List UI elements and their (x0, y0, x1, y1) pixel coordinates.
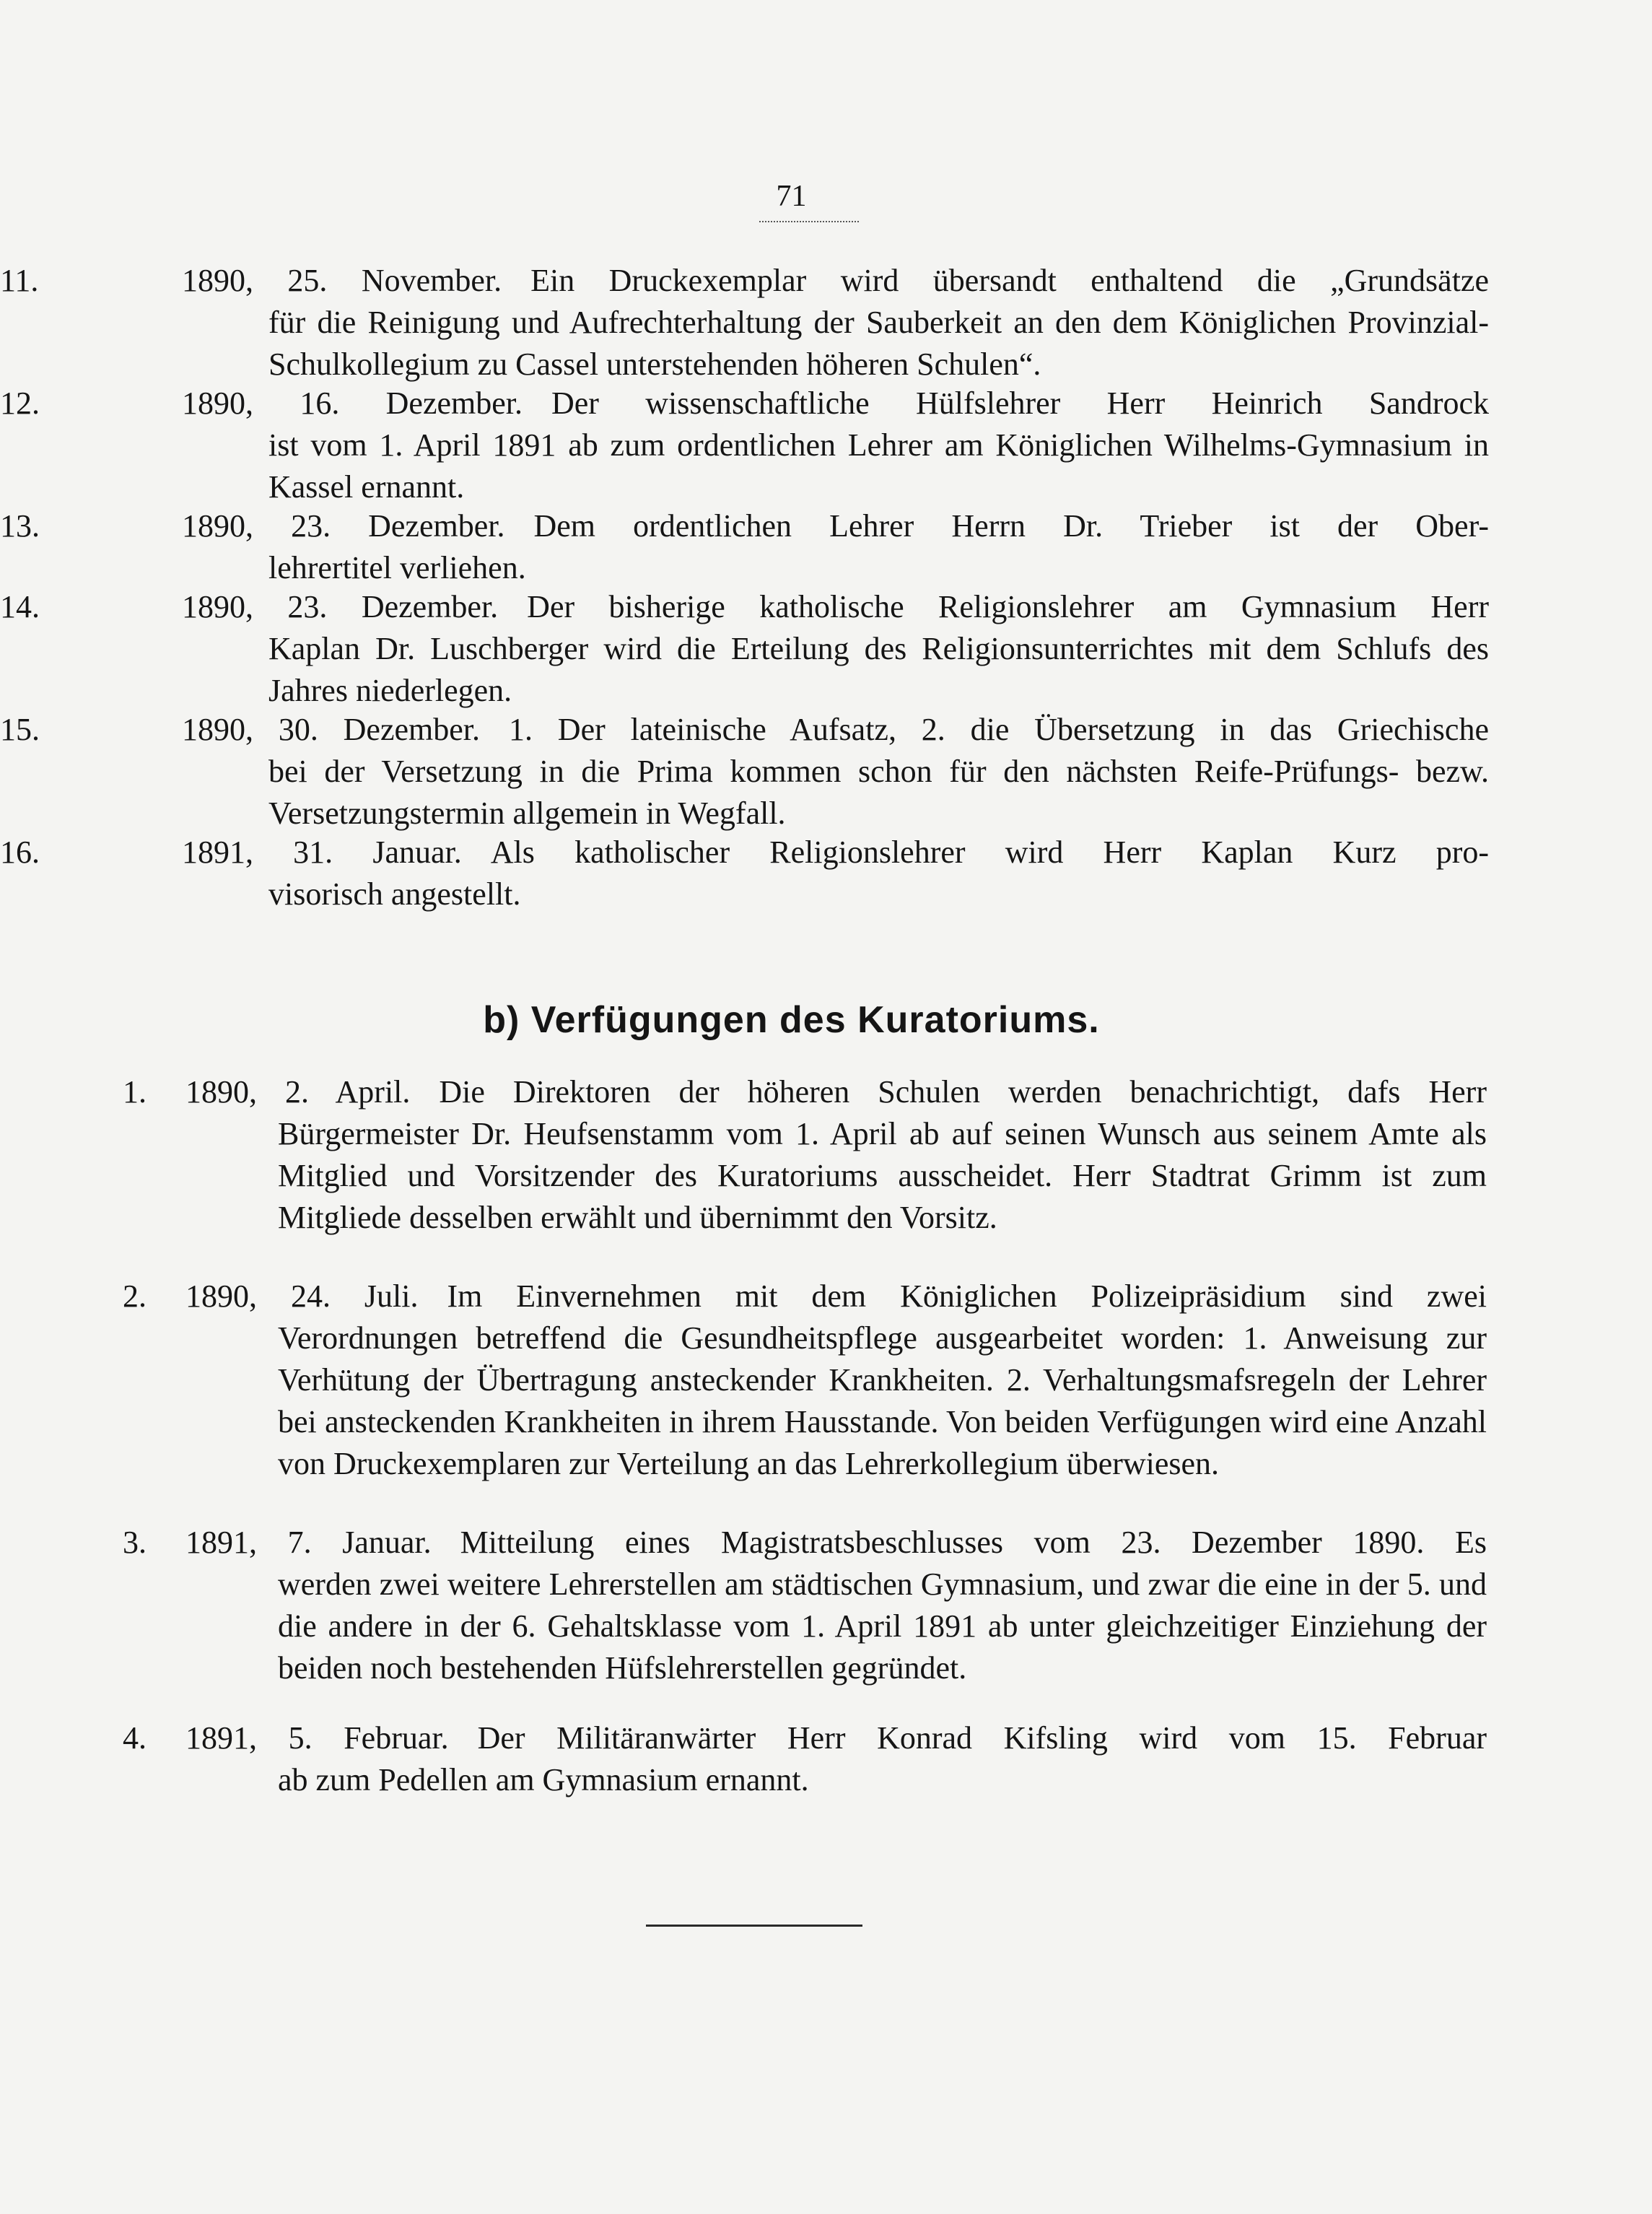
entry-number: 11. (0, 263, 39, 298)
page-number-rule (759, 221, 859, 222)
entry-date: 1890, 30. Dezember. (182, 712, 480, 747)
entry-text-rest: werden zwei weitere Lehrerstellen am städtischen Gymnasium, und zwar die eine in der 5. und die andere in der 6. Gehaltsklasse vom 1. April 1891 ab unter gleichzeitiger Einziehung der beiden noch bestehenden Hüfslehrerstellen gegründet. (278, 1566, 1487, 1686)
entry-number: 15. (0, 712, 40, 747)
entry-text-rest: Verordnungen betreffend die Gesundheitspflege ausgearbeitet worden: 1. Anweisung zur Verhütung der Übertragung ansteckender Krankheiten. 2. Verhaltungsmafsregeln der Lehrer bei ansteckenden Krankheiten in ihrem Hausstande. Von beiden Verfügungen wird eine Anzahl von Druckexemplaren zur Verteilung an das Lehrerkollegium überwiesen. (278, 1320, 1487, 1481)
entry-item (0, 586, 1489, 712)
entry-date: 1890, 24. Juli. (185, 1278, 419, 1314)
entry-item (123, 1071, 1487, 1239)
entry-text-rest: visorisch angestellt. (268, 876, 521, 912)
entry-number: 4. (123, 1720, 147, 1756)
entry-text-first: Als katholischer Religionslehrer wird Herr Kaplan Kurz pro- (490, 834, 1489, 870)
entry-date: 1891, 7. Januar. (185, 1525, 432, 1560)
entry-text-first: Die Direktoren der höheren Schulen werden benachrichtigt, dafs Herr (439, 1074, 1487, 1110)
entry-number: 1. (123, 1074, 147, 1110)
entry-text-first: Der bisherige katholische Religionslehrer am Gymnasium Herr (527, 589, 1489, 624)
page-number: 71 (776, 180, 807, 213)
entry-item (123, 1276, 1487, 1485)
entry-item (123, 1717, 1487, 1801)
entry-number: 2. (123, 1278, 147, 1314)
entry-date: 1890, 23. Dezember. (182, 589, 499, 624)
entry-text-first: 1. Der lateinische Aufsatz, 2. die Übersetzung in das Griechische (508, 712, 1489, 747)
entry-text-first: Der Militäranwärter Herr Konrad Kifsling wird vom 15. Februar (477, 1720, 1487, 1756)
entry-date: 1890, 16. Dezember. (182, 385, 523, 421)
entry-number: 3. (123, 1525, 147, 1560)
entry-date: 1890, 23. Dezember. (182, 508, 505, 544)
entry-number: 14. (0, 589, 40, 624)
entry-text-rest: Bürgermeister Dr. Heufsenstamm vom 1. April ab auf seinen Wunsch aus seinem Amte als Mitglied und Vorsitzender des Kuratoriums ausscheidet. Herr Stadtrat Grimm ist zum Mitgliede desselben erwählt und übernimmt den Vorsitz. (278, 1116, 1487, 1235)
entry-text-first: Dem ordentlichen Lehrer Herrn Dr. Trieber ist der Ober- (533, 508, 1489, 544)
entry-date: 1890, 25. November. (182, 263, 502, 298)
entry-text-first: Der wissenschaftliche Hülfslehrer Herr Heinrich Sandrock (551, 385, 1490, 421)
entry-number: 12. (0, 385, 40, 421)
section-b-heading: b) Verfügungen des Kuratoriums. (483, 999, 1100, 1041)
entry-item (0, 260, 1489, 385)
entry-date: 1890, 2. April. (185, 1074, 411, 1110)
entry-item (0, 505, 1489, 589)
entry-text-rest: lehrertitel verliehen. (268, 550, 526, 585)
entry-text-rest: bei der Versetzung in die Prima kommen schon für den nächsten Reife-Prüfungs- bezw. Versetzungstermin allgemein in Wegfall. (268, 754, 1489, 831)
entry-text-rest: Kaplan Dr. Luschberger wird die Erteilung des Religionsunterrichtes mit dem Schlufs des Jahres niederlegen. (268, 631, 1489, 708)
entry-text-rest: ab zum Pedellen am Gymnasium ernannt. (278, 1762, 809, 1797)
entry-number: 13. (0, 508, 40, 544)
bottom-rule (646, 1925, 862, 1927)
entry-item (0, 383, 1490, 508)
entry-text-rest: ist vom 1. April 1891 ab zum ordentlichen Lehrer am Königlichen Wilhelms-Gymnasium in Kassel ernannt. (268, 427, 1489, 505)
entry-text-rest: für die Reinigung und Aufrechterhaltung der Sauberkeit an den dem Königlichen Provinzial-Schulkollegium zu Cassel unterstehenden höheren Schulen“. (268, 305, 1489, 382)
entry-item (0, 832, 1489, 915)
entry-item (123, 1522, 1487, 1689)
entry-text-first: Im Einvernehmen mit dem Königlichen Polizeipräsidium sind zwei (447, 1278, 1487, 1314)
entry-number: 16. (0, 834, 40, 870)
entry-text-first: Mitteilung eines Magistratsbeschlusses vom 23. Dezember 1890. Es (460, 1525, 1487, 1560)
entry-date: 1891, 31. Januar. (182, 834, 462, 870)
entry-text-first: Ein Druckexemplar wird übersandt enthaltend die „Grundsätze (530, 263, 1489, 298)
entry-date: 1891, 5. Februar. (185, 1720, 449, 1756)
entry-item (0, 709, 1489, 834)
